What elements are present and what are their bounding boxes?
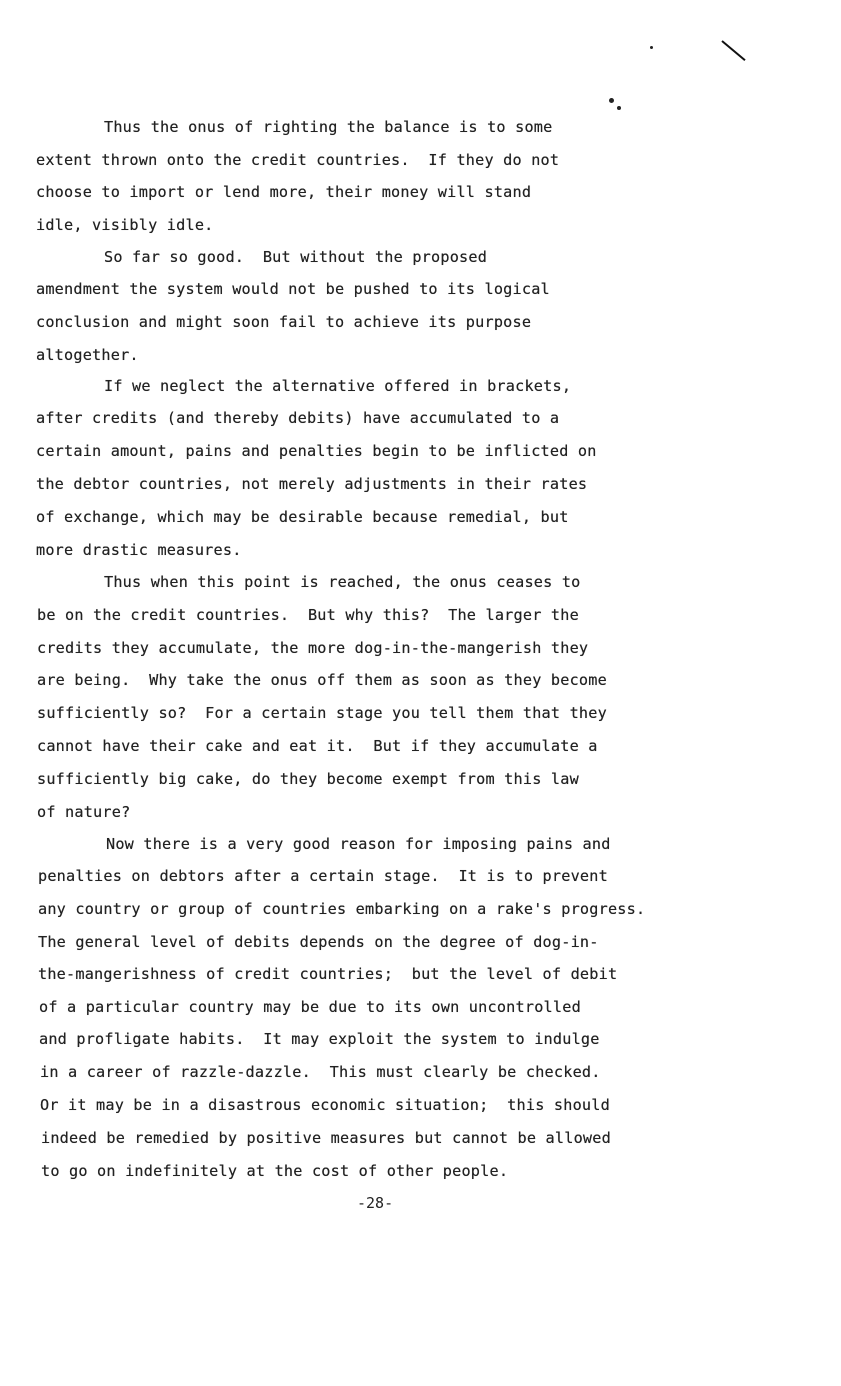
text-line: Or it may be in a disastrous economic situation; this should bbox=[40, 1096, 610, 1114]
text-line: the debtor countries, not merely adjustments in their rates bbox=[36, 475, 588, 493]
text-line: So far so good. But without the proposed bbox=[104, 248, 488, 266]
text-line: The general level of debits depends on the degree of dog-in- bbox=[38, 933, 599, 951]
text-line: the-mangerishness of credit countries; but the level of debit bbox=[38, 965, 618, 983]
text-line: extent thrown onto the credit countries. If they do not bbox=[36, 151, 560, 169]
text-line: any country or group of countries embarking on a rake's progress. bbox=[38, 900, 646, 918]
scan-mark bbox=[721, 40, 745, 61]
text-line: be on the credit countries. But why this? The larger the bbox=[37, 606, 579, 624]
text-line: certain amount, pains and penalties begin to be inflicted on bbox=[36, 442, 597, 460]
text-line: are being. Why take the onus off them as soon as they become bbox=[37, 671, 607, 689]
text-line: If we neglect the alternative offered in brackets, bbox=[104, 377, 572, 395]
scan-speck bbox=[650, 46, 653, 49]
text-line: Thus when this point is reached, the onus ceases to bbox=[104, 573, 581, 591]
text-line: to go on indefinitely at the cost of other people. bbox=[41, 1162, 509, 1180]
text-line: of exchange, which may be desirable because remedial, but bbox=[36, 508, 569, 526]
text-line: amendment the system would not be pushed to its logical bbox=[36, 280, 550, 298]
text-line: altogether. bbox=[36, 346, 139, 364]
text-line: after credits (and thereby debits) have accumulated to a bbox=[36, 409, 560, 427]
text-line: and profligate habits. It may exploit the system to indulge bbox=[39, 1030, 600, 1048]
text-line: conclusion and might soon fail to achieve its purpose bbox=[36, 313, 532, 331]
page-number: -28- bbox=[357, 1194, 394, 1212]
text-line: Now there is a very good reason for imposing pains and bbox=[106, 835, 611, 853]
scan-speck bbox=[609, 98, 614, 103]
text-line: cannot have their cake and eat it. But if they accumulate a bbox=[37, 737, 598, 755]
scan-speck bbox=[617, 106, 621, 110]
text-line: sufficiently big cake, do they become exempt from this law bbox=[37, 770, 579, 788]
text-line: of a particular country may be due to its own uncontrolled bbox=[39, 998, 581, 1016]
text-line: more drastic measures. bbox=[36, 541, 242, 559]
text-line: in a career of razzle-dazzle. This must clearly be checked. bbox=[40, 1063, 601, 1081]
text-line: penalties on debtors after a certain stage. It is to prevent bbox=[38, 867, 608, 885]
text-line: of nature? bbox=[37, 803, 131, 821]
text-line: credits they accumulate, the more dog-in-the-mangerish they bbox=[37, 639, 589, 657]
text-line: choose to import or lend more, their money will stand bbox=[36, 183, 532, 201]
text-line: sufficiently so? For a certain stage you tell them that they bbox=[37, 704, 607, 722]
text-line: idle, visibly idle. bbox=[36, 216, 214, 234]
text-line: Thus the onus of righting the balance is to some bbox=[104, 118, 553, 136]
text-line: indeed be remedied by positive measures but cannot be allowed bbox=[41, 1129, 611, 1147]
